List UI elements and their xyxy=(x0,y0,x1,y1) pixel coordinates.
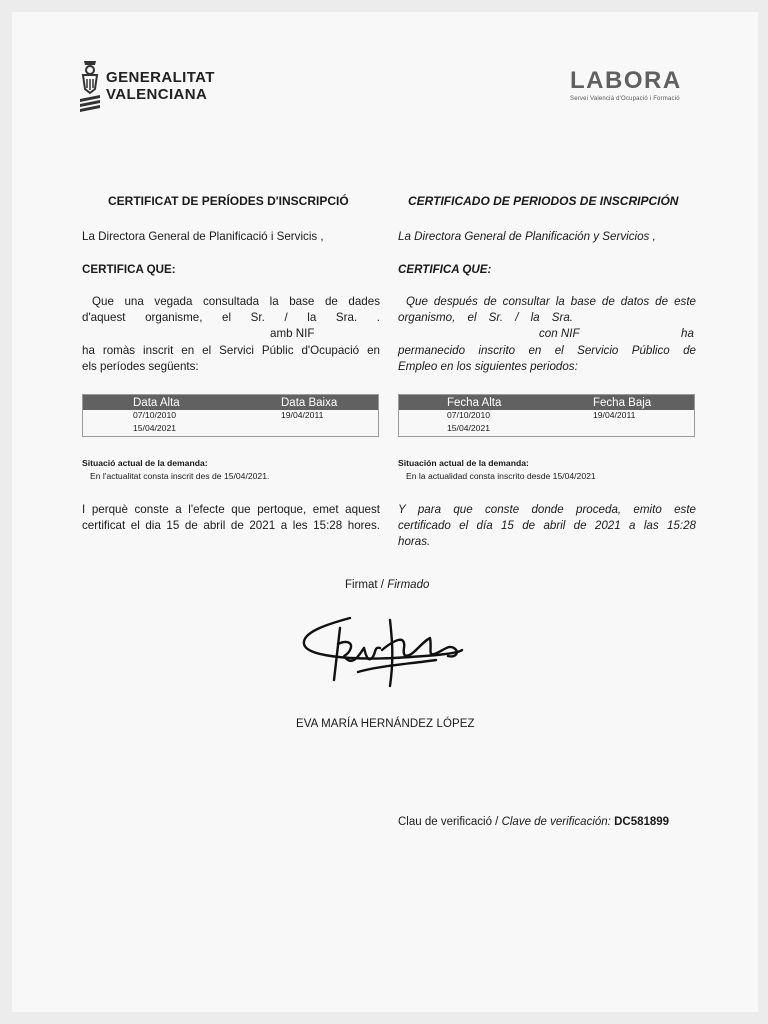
table-cell: 15/04/2021 xyxy=(447,423,491,433)
verif-label-ca: Clau de verificació / xyxy=(398,816,499,828)
spanish-body-line5: Empleo en los siguientes periodos: xyxy=(398,360,578,373)
catalan-situation-label: Situació actual de la demanda: xyxy=(82,458,208,468)
firmado-label: Firmado xyxy=(387,579,430,591)
table-row xyxy=(399,423,695,437)
catalan-certifica: CERTIFICA QUE: xyxy=(82,263,176,276)
header-data-alta: Data Alta xyxy=(83,395,234,411)
spanish-closing-line1: Y para que conste donde proceda, emito este xyxy=(398,503,696,516)
generalitat-valenciana-logo xyxy=(78,59,218,115)
spanish-title: CERTIFICADO DE PERIODOS DE INSCRIPCIÓN xyxy=(408,194,679,208)
catalan-closing-line1: I perquè conste a l'efecte que pertoque, emet aquest xyxy=(82,503,380,516)
generalitat-emblem-icon xyxy=(78,59,102,115)
gv-line1: GENERALITAT xyxy=(106,69,215,86)
header-data-baixa: Data Baixa xyxy=(233,395,379,411)
catalan-closing-line2: certificat el dia 15 de abril de 2021 a les 15:28 hores. xyxy=(82,519,380,532)
catalan-body-line4: ha romàs inscrit en el Servici Públic d'Ocupació en xyxy=(82,344,380,357)
spanish-situation-text: En la actualidad consta inscrito desde 15/04/2021 xyxy=(406,471,596,481)
catalan-body-line1: Que una vegada consultada la base de dades xyxy=(92,295,380,308)
spanish-certifica: CERTIFICA QUE: xyxy=(398,263,492,276)
table-cell: 19/04/2011 xyxy=(281,410,324,420)
signer-name: EVA MARÍA HERNÁNDEZ LÓPEZ xyxy=(296,718,475,730)
catalan-title: CERTIFICAT DE PERÍODES D'INSCRIPCIÓ xyxy=(108,194,349,208)
gv-line2: VALENCIANA xyxy=(106,86,208,103)
spanish-body-line2: organismo, el Sr. / la Sra. xyxy=(398,311,573,324)
catalan-body-line3: amb NIF xyxy=(270,327,315,340)
spanish-body-line4: permanecido inscrito en el Servicio Público de xyxy=(398,344,696,357)
spanish-body-line1: Que después de consultar la base de datos de este xyxy=(406,295,696,308)
verification-code-line xyxy=(398,816,669,828)
table-cell: 07/10/2010 xyxy=(133,410,177,420)
header-fecha-alta: Fecha Alta xyxy=(399,395,548,411)
spanish-director: La Directora General de Planificación y Servicios , xyxy=(398,230,656,243)
table-row xyxy=(83,423,379,437)
header-fecha-baja: Fecha Baja xyxy=(547,395,695,411)
verif-label-es: Clave de verificación: xyxy=(501,816,611,828)
spanish-periods-table xyxy=(398,394,695,437)
labora-wordmark: LABORA xyxy=(570,67,682,94)
labora-logo xyxy=(570,68,700,102)
generalitat-wordmark xyxy=(106,69,215,103)
labora-subtitle: Servei Valencià d'Ocupació i Formació xyxy=(570,96,680,102)
table-row xyxy=(399,410,695,423)
table-cell: 15/04/2021 xyxy=(133,423,177,433)
handwritten-signature xyxy=(298,610,468,694)
spanish-closing-line3: horas. xyxy=(398,535,431,548)
catalan-periods-table xyxy=(82,394,379,437)
firmat-label: Firmat / xyxy=(345,579,384,591)
signed-by-label xyxy=(345,579,429,591)
verification-code: DC581899 xyxy=(614,816,670,828)
table-row xyxy=(83,410,379,423)
table-header-row xyxy=(83,395,379,411)
table-header-row xyxy=(399,395,695,411)
table-cell xyxy=(233,423,379,437)
spanish-closing-line2: certificado el día 15 de abril de 2021 a las 15:28 xyxy=(398,519,696,532)
spanish-situation-label: Situación actual de la demanda: xyxy=(398,458,529,468)
spanish-body-line3a: con NIF xyxy=(539,327,580,340)
table-cell: 19/04/2011 xyxy=(593,410,636,420)
table-cell xyxy=(547,423,695,437)
table-cell: 07/10/2010 xyxy=(447,410,491,420)
catalan-body-line2: d'aquest organisme, el Sr. / la Sra. . xyxy=(82,311,380,324)
catalan-body-line5: els períodes següents: xyxy=(82,360,199,373)
catalan-situation-text: En l'actualitat consta inscrit des de 15/04/2021. xyxy=(90,471,270,481)
certificate-page xyxy=(12,12,758,1012)
spanish-body-line3b: ha xyxy=(681,327,694,340)
catalan-director: La Directora General de Planificació i Servicis , xyxy=(82,230,324,243)
